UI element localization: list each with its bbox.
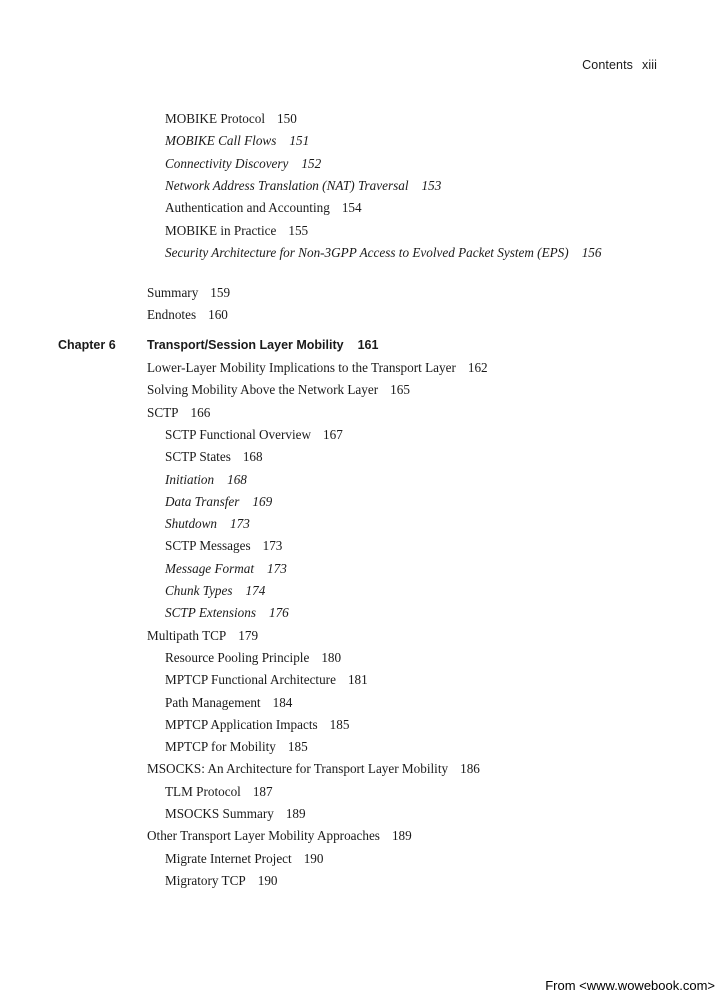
toc-entry: [147, 381, 410, 398]
toc-entry: [165, 448, 263, 465]
toc-entry: [165, 872, 278, 889]
toc-entry-page-number: 159: [210, 285, 231, 301]
toc-entry-title: Data Transfer: [165, 493, 240, 509]
toc-entry-title: Shutdown: [165, 516, 218, 532]
toc-entry-page-number: 184: [272, 694, 293, 710]
toc-entry-title: MOBIKE Call Flows: [165, 133, 277, 149]
toc-entry-title: SCTP Messages: [165, 538, 251, 554]
chapter-title-text: Transport/Session Layer Mobility: [147, 337, 344, 352]
toc-entry: [147, 760, 480, 777]
toc-entry-page-number: 173: [267, 560, 287, 576]
toc-entry-page-number: 150: [277, 111, 297, 126]
toc-entry-title: Endnotes: [147, 307, 197, 323]
toc-entry: [165, 850, 323, 867]
toc-entry-page-number: 176: [268, 605, 289, 621]
toc-entry-title: SCTP States: [165, 449, 231, 465]
toc-entry-page-number: 156: [581, 244, 602, 260]
toc-entry-title: MOBIKE Protocol: [165, 111, 266, 126]
toc-entry-page-number: 168: [242, 449, 263, 465]
toc-entry-page-number: 185: [287, 739, 308, 755]
toc-entry-page-number: 166: [190, 404, 211, 420]
toc-entry-page-number: 189: [285, 806, 306, 821]
toc-entry-page-number: 190: [303, 850, 324, 866]
toc-entry-page-number: 167: [323, 426, 343, 442]
toc-entry-title: Connectivity Discovery: [165, 155, 289, 171]
toc-entry-page-number: 153: [421, 177, 442, 193]
toc-entry: [165, 493, 272, 510]
toc-entry-title: Migrate Internet Project: [165, 850, 292, 866]
toc-entry: [165, 604, 289, 621]
toc-entry-title: Resource Pooling Principle: [165, 649, 310, 665]
toc-entry: [165, 426, 343, 443]
toc-entry-title: MSOCKS Summary: [165, 806, 274, 821]
toc-entry: [165, 515, 250, 532]
toc-entry: [165, 537, 282, 554]
toc-entry-page-number: 181: [347, 672, 368, 688]
toc-entry-page-number: 189: [391, 828, 412, 844]
toc-entry-title: TLM Protocol: [165, 783, 241, 799]
toc-entry-title: Other Transport Layer Mobility Approaches: [147, 828, 380, 844]
running-head-page-number: xiii: [642, 58, 657, 72]
toc-entry-page-number: 186: [460, 761, 480, 777]
toc-entry-page-number: 154: [341, 200, 362, 216]
toc-entry-title: Network Address Translation (NAT) Traversal: [165, 177, 409, 193]
toc-entry-title: Lower-Layer Mobility Implications to the Transport Layer: [147, 360, 456, 375]
toc-entry: [147, 827, 412, 844]
chapter-title: [147, 337, 378, 354]
toc-entry: [165, 783, 273, 800]
toc-entry: [147, 284, 230, 301]
toc-entry-page-number: 173: [230, 516, 250, 532]
toc-entry-page-number: 151: [289, 133, 310, 149]
toc-entry-title: Summary: [147, 285, 199, 301]
toc-entry-title: Multipath TCP: [147, 627, 227, 643]
chapter-page-number: 161: [357, 337, 379, 352]
toc-entry: [165, 177, 441, 194]
toc-entry: [165, 222, 308, 239]
toc-entry: [165, 244, 622, 261]
toc-entry: [165, 155, 321, 172]
toc-entry-title: Path Management: [165, 694, 261, 710]
toc-entry-page-number: 152: [301, 155, 322, 171]
toc-entry: [165, 199, 362, 216]
toc-entry-title: MSOCKS: An Architecture for Transport Layer Mobility: [147, 761, 449, 777]
toc-entry: [165, 694, 292, 711]
toc-entry-page-number: 185: [329, 716, 350, 732]
toc-entry: [165, 649, 341, 666]
toc-entry-title: SCTP Functional Overview: [165, 426, 312, 442]
toc-entry-title: SCTP Extensions: [165, 605, 256, 621]
toc-entry-page-number: 168: [227, 471, 247, 487]
running-head: [582, 58, 657, 72]
toc-entry-page-number: 179: [238, 627, 259, 643]
toc-entry: [165, 671, 368, 688]
toc-entry-page-number: 174: [245, 583, 266, 598]
toc-entry-title: Migratory TCP: [165, 872, 246, 888]
running-head-label: Contents: [582, 58, 634, 72]
toc-entry: [165, 805, 306, 822]
toc-entry-title: Chunk Types: [165, 583, 233, 598]
toc-entry-page-number: 180: [321, 649, 342, 665]
toc-entry-page-number: 165: [390, 382, 410, 398]
toc-entry: [165, 582, 265, 599]
toc-entry: [147, 359, 488, 376]
toc-entry-page-number: 173: [262, 538, 283, 554]
toc-entry: [165, 560, 287, 577]
toc-entry: [165, 738, 308, 755]
toc-entry-page-number: 187: [252, 783, 273, 799]
toc-entry-page-number: 162: [467, 360, 488, 375]
toc-entry-title: Solving Mobility Above the Network Layer: [147, 382, 379, 398]
toc-entry: [147, 404, 210, 421]
toc-entry: [165, 471, 247, 488]
toc-entry-title: MPTCP Functional Architecture: [165, 672, 336, 688]
toc-entry: [147, 627, 258, 644]
toc-entry: [165, 716, 349, 733]
toc-entry-page-number: 155: [288, 222, 309, 238]
toc-entry-page-number: 160: [208, 307, 228, 323]
toc-entry-page-number: 190: [257, 872, 278, 888]
toc-entry-title: Security Architecture for Non-3GPP Access to Evolved Packet System (EPS): [165, 244, 569, 260]
toc-entry: [165, 110, 297, 127]
toc-entry-title: Initiation: [165, 471, 215, 487]
toc-entry-title: MPTCP for Mobility: [165, 739, 276, 755]
toc-entry-title: Message Format: [165, 560, 255, 576]
toc-entry-title: MPTCP Application Impacts: [165, 716, 318, 732]
chapter-label: Chapter 6: [58, 337, 116, 352]
footer-source-note: From <www.wowebook.com>: [545, 978, 715, 993]
toc-entry: [165, 132, 309, 149]
toc-entry-title: SCTP: [147, 404, 179, 420]
toc-entry-page-number: 169: [252, 493, 273, 509]
toc-entry: [147, 306, 228, 323]
toc-entry-title: Authentication and Accounting: [165, 200, 330, 216]
toc-entry-title: MOBIKE in Practice: [165, 222, 277, 238]
